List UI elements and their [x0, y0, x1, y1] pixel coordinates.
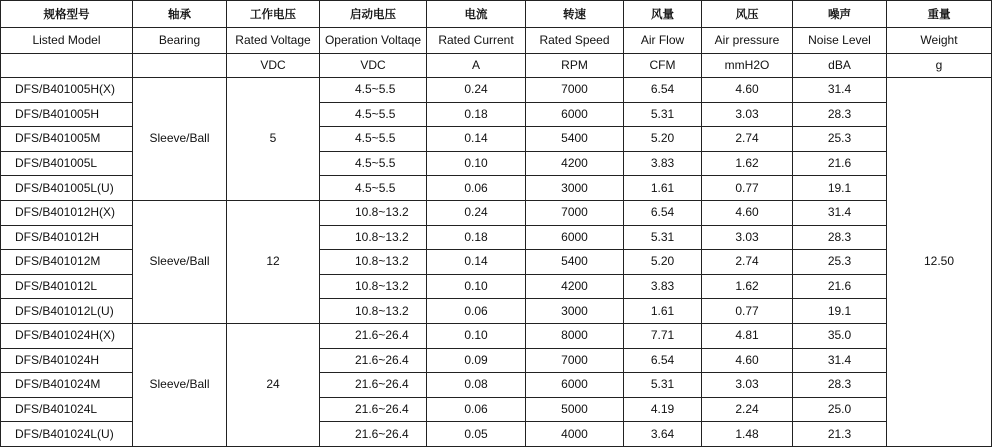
- air-flow-cell: 1.61: [624, 299, 702, 324]
- air-flow-cell: 6.54: [624, 200, 702, 225]
- operation-voltage-cell: 21.6~26.4: [320, 373, 427, 398]
- header-row-english: [1, 28, 992, 54]
- rated-voltage-cell: 12: [227, 200, 320, 323]
- header-row-units: [1, 54, 992, 78]
- air-flow-cell: 4.19: [624, 397, 702, 422]
- header-cn-model: 规格型号: [1, 1, 133, 28]
- current-cell: 0.18: [427, 225, 526, 250]
- rated-voltage-cell: 24: [227, 323, 320, 446]
- speed-cell: 4200: [526, 274, 624, 299]
- unit-noise: dBA: [793, 54, 887, 78]
- model-cell: DFS/B401012L: [1, 274, 133, 299]
- air-pressure-cell: 4.60: [702, 200, 793, 225]
- speed-cell: 7000: [526, 200, 624, 225]
- operation-voltage-cell: 21.6~26.4: [320, 422, 427, 447]
- air-pressure-cell: 0.77: [702, 176, 793, 201]
- operation-voltage-cell: 21.6~26.4: [320, 348, 427, 373]
- model-cell: DFS/B401005L(U): [1, 176, 133, 201]
- header-en-weight: Weight: [887, 28, 992, 54]
- current-cell: 0.06: [427, 299, 526, 324]
- noise-cell: 25.3: [793, 250, 887, 275]
- air-flow-cell: 5.31: [624, 102, 702, 127]
- air-flow-cell: 3.83: [624, 151, 702, 176]
- operation-voltage-cell: 4.5~5.5: [320, 151, 427, 176]
- spec-table-body: [1, 1, 992, 447]
- header-row-chinese: [1, 1, 992, 28]
- model-cell: DFS/B401024H: [1, 348, 133, 373]
- speed-cell: 4000: [526, 422, 624, 447]
- current-cell: 0.08: [427, 373, 526, 398]
- header-en-air-flow: Air Flow: [624, 28, 702, 54]
- unit-bearing: [133, 54, 227, 78]
- operation-voltage-cell: 10.8~13.2: [320, 250, 427, 275]
- current-cell: 0.24: [427, 78, 526, 103]
- header-cn-air-flow: 风量: [624, 1, 702, 28]
- air-pressure-cell: 1.62: [702, 151, 793, 176]
- air-pressure-cell: 1.62: [702, 274, 793, 299]
- noise-cell: 19.1: [793, 299, 887, 324]
- speed-cell: 5000: [526, 397, 624, 422]
- header-en-operation-voltage: Operation Voltaqe: [320, 28, 427, 54]
- model-cell: DFS/B401024H(X): [1, 323, 133, 348]
- air-pressure-cell: 4.81: [702, 323, 793, 348]
- header-cn-speed: 转速: [526, 1, 624, 28]
- unit-air-pressure: mmH2O: [702, 54, 793, 78]
- speed-cell: 7000: [526, 348, 624, 373]
- header-cn-noise: 噪声: [793, 1, 887, 28]
- noise-cell: 25.3: [793, 127, 887, 152]
- air-flow-cell: 1.61: [624, 176, 702, 201]
- speed-cell: 3000: [526, 299, 624, 324]
- table-row: [1, 323, 992, 348]
- model-cell: DFS/B401024L: [1, 397, 133, 422]
- current-cell: 0.18: [427, 102, 526, 127]
- speed-cell: 7000: [526, 78, 624, 103]
- air-flow-cell: 6.54: [624, 348, 702, 373]
- header-cn-current: 电流: [427, 1, 526, 28]
- current-cell: 0.10: [427, 274, 526, 299]
- air-pressure-cell: 2.74: [702, 127, 793, 152]
- noise-cell: 21.6: [793, 274, 887, 299]
- model-cell: DFS/B401005L: [1, 151, 133, 176]
- air-flow-cell: 7.71: [624, 323, 702, 348]
- air-pressure-cell: 4.60: [702, 78, 793, 103]
- header-cn-bearing: 轴承: [133, 1, 227, 28]
- header-en-noise: Noise Level: [793, 28, 887, 54]
- unit-current: A: [427, 54, 526, 78]
- operation-voltage-cell: 4.5~5.5: [320, 102, 427, 127]
- air-flow-cell: 5.20: [624, 127, 702, 152]
- noise-cell: 28.3: [793, 225, 887, 250]
- unit-model: [1, 54, 133, 78]
- noise-cell: 21.6: [793, 151, 887, 176]
- speed-cell: 6000: [526, 373, 624, 398]
- unit-speed: RPM: [526, 54, 624, 78]
- speed-cell: 5400: [526, 127, 624, 152]
- air-flow-cell: 5.20: [624, 250, 702, 275]
- model-cell: DFS/B401012H: [1, 225, 133, 250]
- current-cell: 0.10: [427, 151, 526, 176]
- bearing-cell: Sleeve/Ball: [133, 78, 227, 201]
- air-flow-cell: 6.54: [624, 78, 702, 103]
- air-pressure-cell: 1.48: [702, 422, 793, 447]
- operation-voltage-cell: 4.5~5.5: [320, 78, 427, 103]
- air-pressure-cell: 0.77: [702, 299, 793, 324]
- air-pressure-cell: 3.03: [702, 373, 793, 398]
- air-flow-cell: 3.64: [624, 422, 702, 447]
- model-cell: DFS/B401012L(U): [1, 299, 133, 324]
- header-en-model: Listed Model: [1, 28, 133, 54]
- air-pressure-cell: 3.03: [702, 102, 793, 127]
- current-cell: 0.10: [427, 323, 526, 348]
- current-cell: 0.06: [427, 397, 526, 422]
- model-cell: DFS/B401005H(X): [1, 78, 133, 103]
- speed-cell: 6000: [526, 225, 624, 250]
- operation-voltage-cell: 10.8~13.2: [320, 274, 427, 299]
- current-cell: 0.14: [427, 127, 526, 152]
- current-cell: 0.24: [427, 200, 526, 225]
- bearing-cell: Sleeve/Ball: [133, 323, 227, 446]
- current-cell: 0.14: [427, 250, 526, 275]
- unit-weight: g: [887, 54, 992, 78]
- noise-cell: 25.0: [793, 397, 887, 422]
- noise-cell: 21.3: [793, 422, 887, 447]
- air-pressure-cell: 4.60: [702, 348, 793, 373]
- rated-voltage-cell: 5: [227, 78, 320, 201]
- header-en-speed: Rated Speed: [526, 28, 624, 54]
- model-cell: DFS/B401012H(X): [1, 200, 133, 225]
- model-cell: DFS/B401012M: [1, 250, 133, 275]
- operation-voltage-cell: 10.8~13.2: [320, 299, 427, 324]
- operation-voltage-cell: 10.8~13.2: [320, 225, 427, 250]
- unit-rated-voltage: VDC: [227, 54, 320, 78]
- operation-voltage-cell: 10.8~13.2: [320, 200, 427, 225]
- noise-cell: 19.1: [793, 176, 887, 201]
- operation-voltage-cell: 21.6~26.4: [320, 323, 427, 348]
- air-pressure-cell: 3.03: [702, 225, 793, 250]
- model-cell: DFS/B401024M: [1, 373, 133, 398]
- current-cell: 0.05: [427, 422, 526, 447]
- header-cn-operation-voltage: 启动电压: [320, 1, 427, 28]
- noise-cell: 35.0: [793, 323, 887, 348]
- table-row: [1, 200, 992, 225]
- unit-air-flow: CFM: [624, 54, 702, 78]
- noise-cell: 31.4: [793, 78, 887, 103]
- current-cell: 0.06: [427, 176, 526, 201]
- speed-cell: 5400: [526, 250, 624, 275]
- header-en-current: Rated Current: [427, 28, 526, 54]
- header-cn-rated-voltage: 工作电压: [227, 1, 320, 28]
- speed-cell: 4200: [526, 151, 624, 176]
- header-en-rated-voltage: Rated Voltage: [227, 28, 320, 54]
- speed-cell: 8000: [526, 323, 624, 348]
- noise-cell: 28.3: [793, 373, 887, 398]
- noise-cell: 31.4: [793, 200, 887, 225]
- air-flow-cell: 5.31: [624, 373, 702, 398]
- noise-cell: 31.4: [793, 348, 887, 373]
- speed-cell: 6000: [526, 102, 624, 127]
- header-en-air-pressure: Air pressure: [702, 28, 793, 54]
- speed-cell: 3000: [526, 176, 624, 201]
- model-cell: DFS/B401024L(U): [1, 422, 133, 447]
- table-row: [1, 78, 992, 103]
- operation-voltage-cell: 21.6~26.4: [320, 397, 427, 422]
- unit-operation-voltage: VDC: [320, 54, 427, 78]
- current-cell: 0.09: [427, 348, 526, 373]
- operation-voltage-cell: 4.5~5.5: [320, 127, 427, 152]
- air-flow-cell: 3.83: [624, 274, 702, 299]
- header-cn-weight: 重量: [887, 1, 992, 28]
- air-pressure-cell: 2.74: [702, 250, 793, 275]
- air-flow-cell: 5.31: [624, 225, 702, 250]
- model-cell: DFS/B401005M: [1, 127, 133, 152]
- noise-cell: 28.3: [793, 102, 887, 127]
- header-en-bearing: Bearing: [133, 28, 227, 54]
- operation-voltage-cell: 4.5~5.5: [320, 176, 427, 201]
- model-cell: DFS/B401005H: [1, 102, 133, 127]
- header-cn-air-pressure: 风压: [702, 1, 793, 28]
- air-pressure-cell: 2.24: [702, 397, 793, 422]
- bearing-cell: Sleeve/Ball: [133, 200, 227, 323]
- weight-cell: 12.50: [887, 78, 992, 447]
